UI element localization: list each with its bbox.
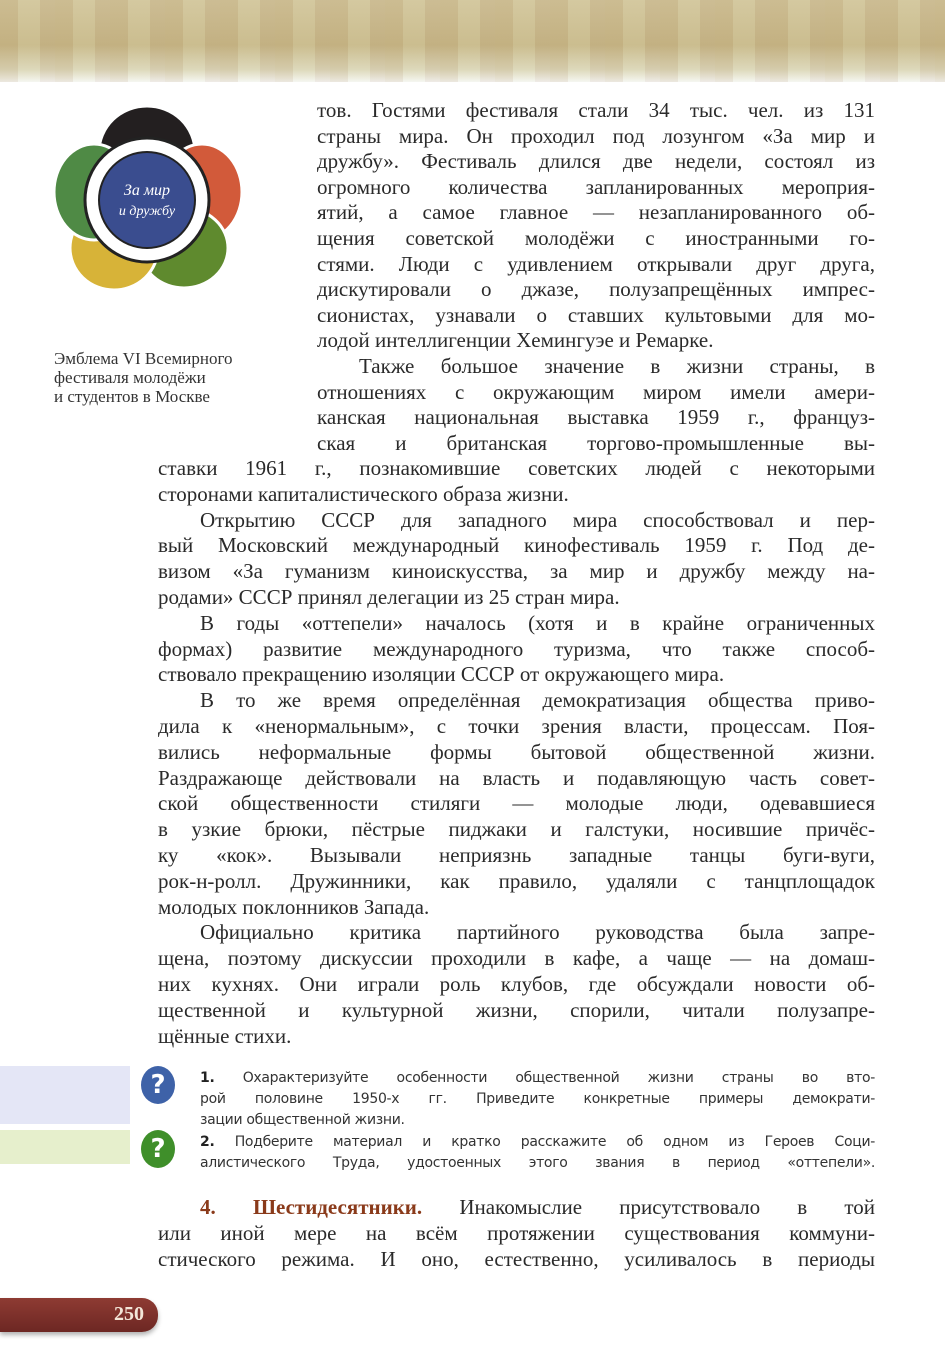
paragraph-line: них кухнях. Они играли роль клубов, где обсуждали новости об- xyxy=(158,972,875,996)
section-number: 4. xyxy=(200,1195,216,1219)
paragraph-line: вый Московский международный кинофестиваль 1959 г. Под де- xyxy=(158,533,875,558)
question-text: Подберите материал и кратко расскажите об одном из Героев Соци- xyxy=(234,1134,875,1150)
emblem-caption xyxy=(54,349,233,406)
paragraph-line: Раздражающе действовали на власть и подавляющую часть совет- xyxy=(158,765,875,790)
paragraph-line: щена, поэтому дискуссии проходили в кафе, а чаще — на домаш- xyxy=(158,946,875,971)
paragraph-line: дискутировали о джазе, полузапрещённых импрес- xyxy=(317,277,875,302)
paragraph-line: отношениях с окружающим миром имели амери- xyxy=(317,379,875,404)
paragraph-line: щённые стихи. xyxy=(158,1023,292,1048)
question-marker-band xyxy=(0,1130,130,1164)
section-line: или иной мере на всём протяжении существования коммуни- xyxy=(158,1221,875,1245)
paragraph-line: сторонами капиталистического образа жизни. xyxy=(158,481,569,506)
question-text: Охарактеризуйте особенности общественной жизни страны во вто- xyxy=(242,1070,875,1086)
question-number: 2. xyxy=(200,1134,215,1150)
svg-text:За мир: За мир xyxy=(123,182,171,199)
question-mark-icon: ? xyxy=(141,1130,175,1168)
paragraph-line: стями. Люди с удивлением открывали друг друга, xyxy=(317,251,875,276)
paragraph-line: страны мира. Он проходил под лозунгом «За мир и xyxy=(317,123,875,148)
paragraph-line: лодой интеллигенции Хемингуэе и Ремарке. xyxy=(317,328,714,353)
section-line: стического режима. И оно, естественно, усиливалось в периоды xyxy=(158,1247,875,1271)
section-title: Шестидесятники. xyxy=(252,1195,423,1219)
paragraph-line: Открытию СССР для западного мира способствовал и пер- xyxy=(200,507,875,532)
paragraph-line: молодых поклонников Запада. xyxy=(158,894,430,919)
paragraph-line: В то же время определённая демократизация общества приво- xyxy=(200,688,875,713)
decorative-header-banner xyxy=(0,0,945,82)
paragraph-line: щественной и культурной жизни, спорили, читали полузапре- xyxy=(158,997,875,1022)
festival-emblem-image xyxy=(52,100,242,295)
question-line xyxy=(200,1132,875,1152)
paragraph-line: визом «За гуманизм киноискусства, за мир и дружбу между на- xyxy=(158,559,875,584)
paragraph-line: ствовало прекращению изоляции СССР от окружающего мира. xyxy=(158,662,725,687)
paragraph-line: дила к «ненормальным», с точки зрения власти, процессам. Поя- xyxy=(158,714,875,738)
question-marker-band xyxy=(0,1066,130,1124)
section-text: Инакомыслие присутствовало в той xyxy=(459,1195,876,1219)
svg-text:и дружбу: и дружбу xyxy=(118,204,176,219)
caption-line: фестиваля молодёжи xyxy=(54,368,206,387)
paragraph-line: формах) развитие международного туризма, что также способ- xyxy=(158,636,875,661)
paragraph-line: ку «кок». Вызывали неприязнь западные танцы буги-вуги, xyxy=(158,843,875,867)
question-number: 1. xyxy=(200,1070,215,1086)
paragraph-line: ской общественности стиляги — молодые люди, одевавшиеся xyxy=(158,791,875,816)
question-line: зации общественной жизни. xyxy=(200,1112,405,1128)
question-line: алистического Труда, удостоенных этого звания в период «оттепели». xyxy=(200,1155,875,1171)
paragraph-line: в узкие брюки, пёстрые пиджаки и галстуки, носившие причёс- xyxy=(158,817,875,842)
paragraph-line: рок-н-ролл. Дружинники, как правило, удаляли с танцплощадок xyxy=(158,868,875,893)
paragraph-line: дружбу». Фестиваль длился две недели, состоял из xyxy=(317,149,875,174)
page-number-tab xyxy=(0,1298,158,1332)
caption-line: Эмблема VI Всемирного xyxy=(54,349,233,368)
paragraph-line: ская и британская торгово-промышленные вы- xyxy=(317,430,875,455)
paragraph-line: тов. Гостями фестиваля стали 34 тыс. чел. из 131 xyxy=(317,98,875,122)
caption-line: и студентов в Москве xyxy=(54,387,210,406)
paragraph-line: В годы «оттепели» началось (хотя и в крайне ограниченных xyxy=(200,610,875,635)
section-heading-line xyxy=(158,1195,875,1220)
paragraph-line: канская национальная выставка 1959 г., француз- xyxy=(317,405,875,430)
question-line xyxy=(200,1068,875,1088)
paragraph-line: Официально критика партийного руководства была запре- xyxy=(200,920,875,945)
paragraph-line: ставки 1961 г., познакомившие советских людей с некоторыми xyxy=(158,456,875,480)
page-number: 250 xyxy=(114,1303,144,1325)
paragraph-line: сионистах, узнавали о ставших культовыми для мо- xyxy=(317,302,875,327)
paragraph-line: щения советской молодёжи с иностранными го- xyxy=(317,226,875,250)
paragraph-line: огромного количества запланированных мероприя- xyxy=(317,174,875,199)
paragraph-line: родами» СССР принял делегации из 25 стран мира. xyxy=(158,585,620,609)
paragraph-line: вились неформальные формы бытовой общественной жизни. xyxy=(158,739,875,764)
paragraph-line: Также большое значение в жизни страны, в xyxy=(359,354,875,378)
question-line: рой половине 1950-х гг. Приведите конкретные примеры демократи- xyxy=(200,1091,875,1107)
question-mark-icon: ? xyxy=(141,1066,175,1104)
paragraph-line: ятий, а самое главное — незапланированного об- xyxy=(317,200,875,225)
